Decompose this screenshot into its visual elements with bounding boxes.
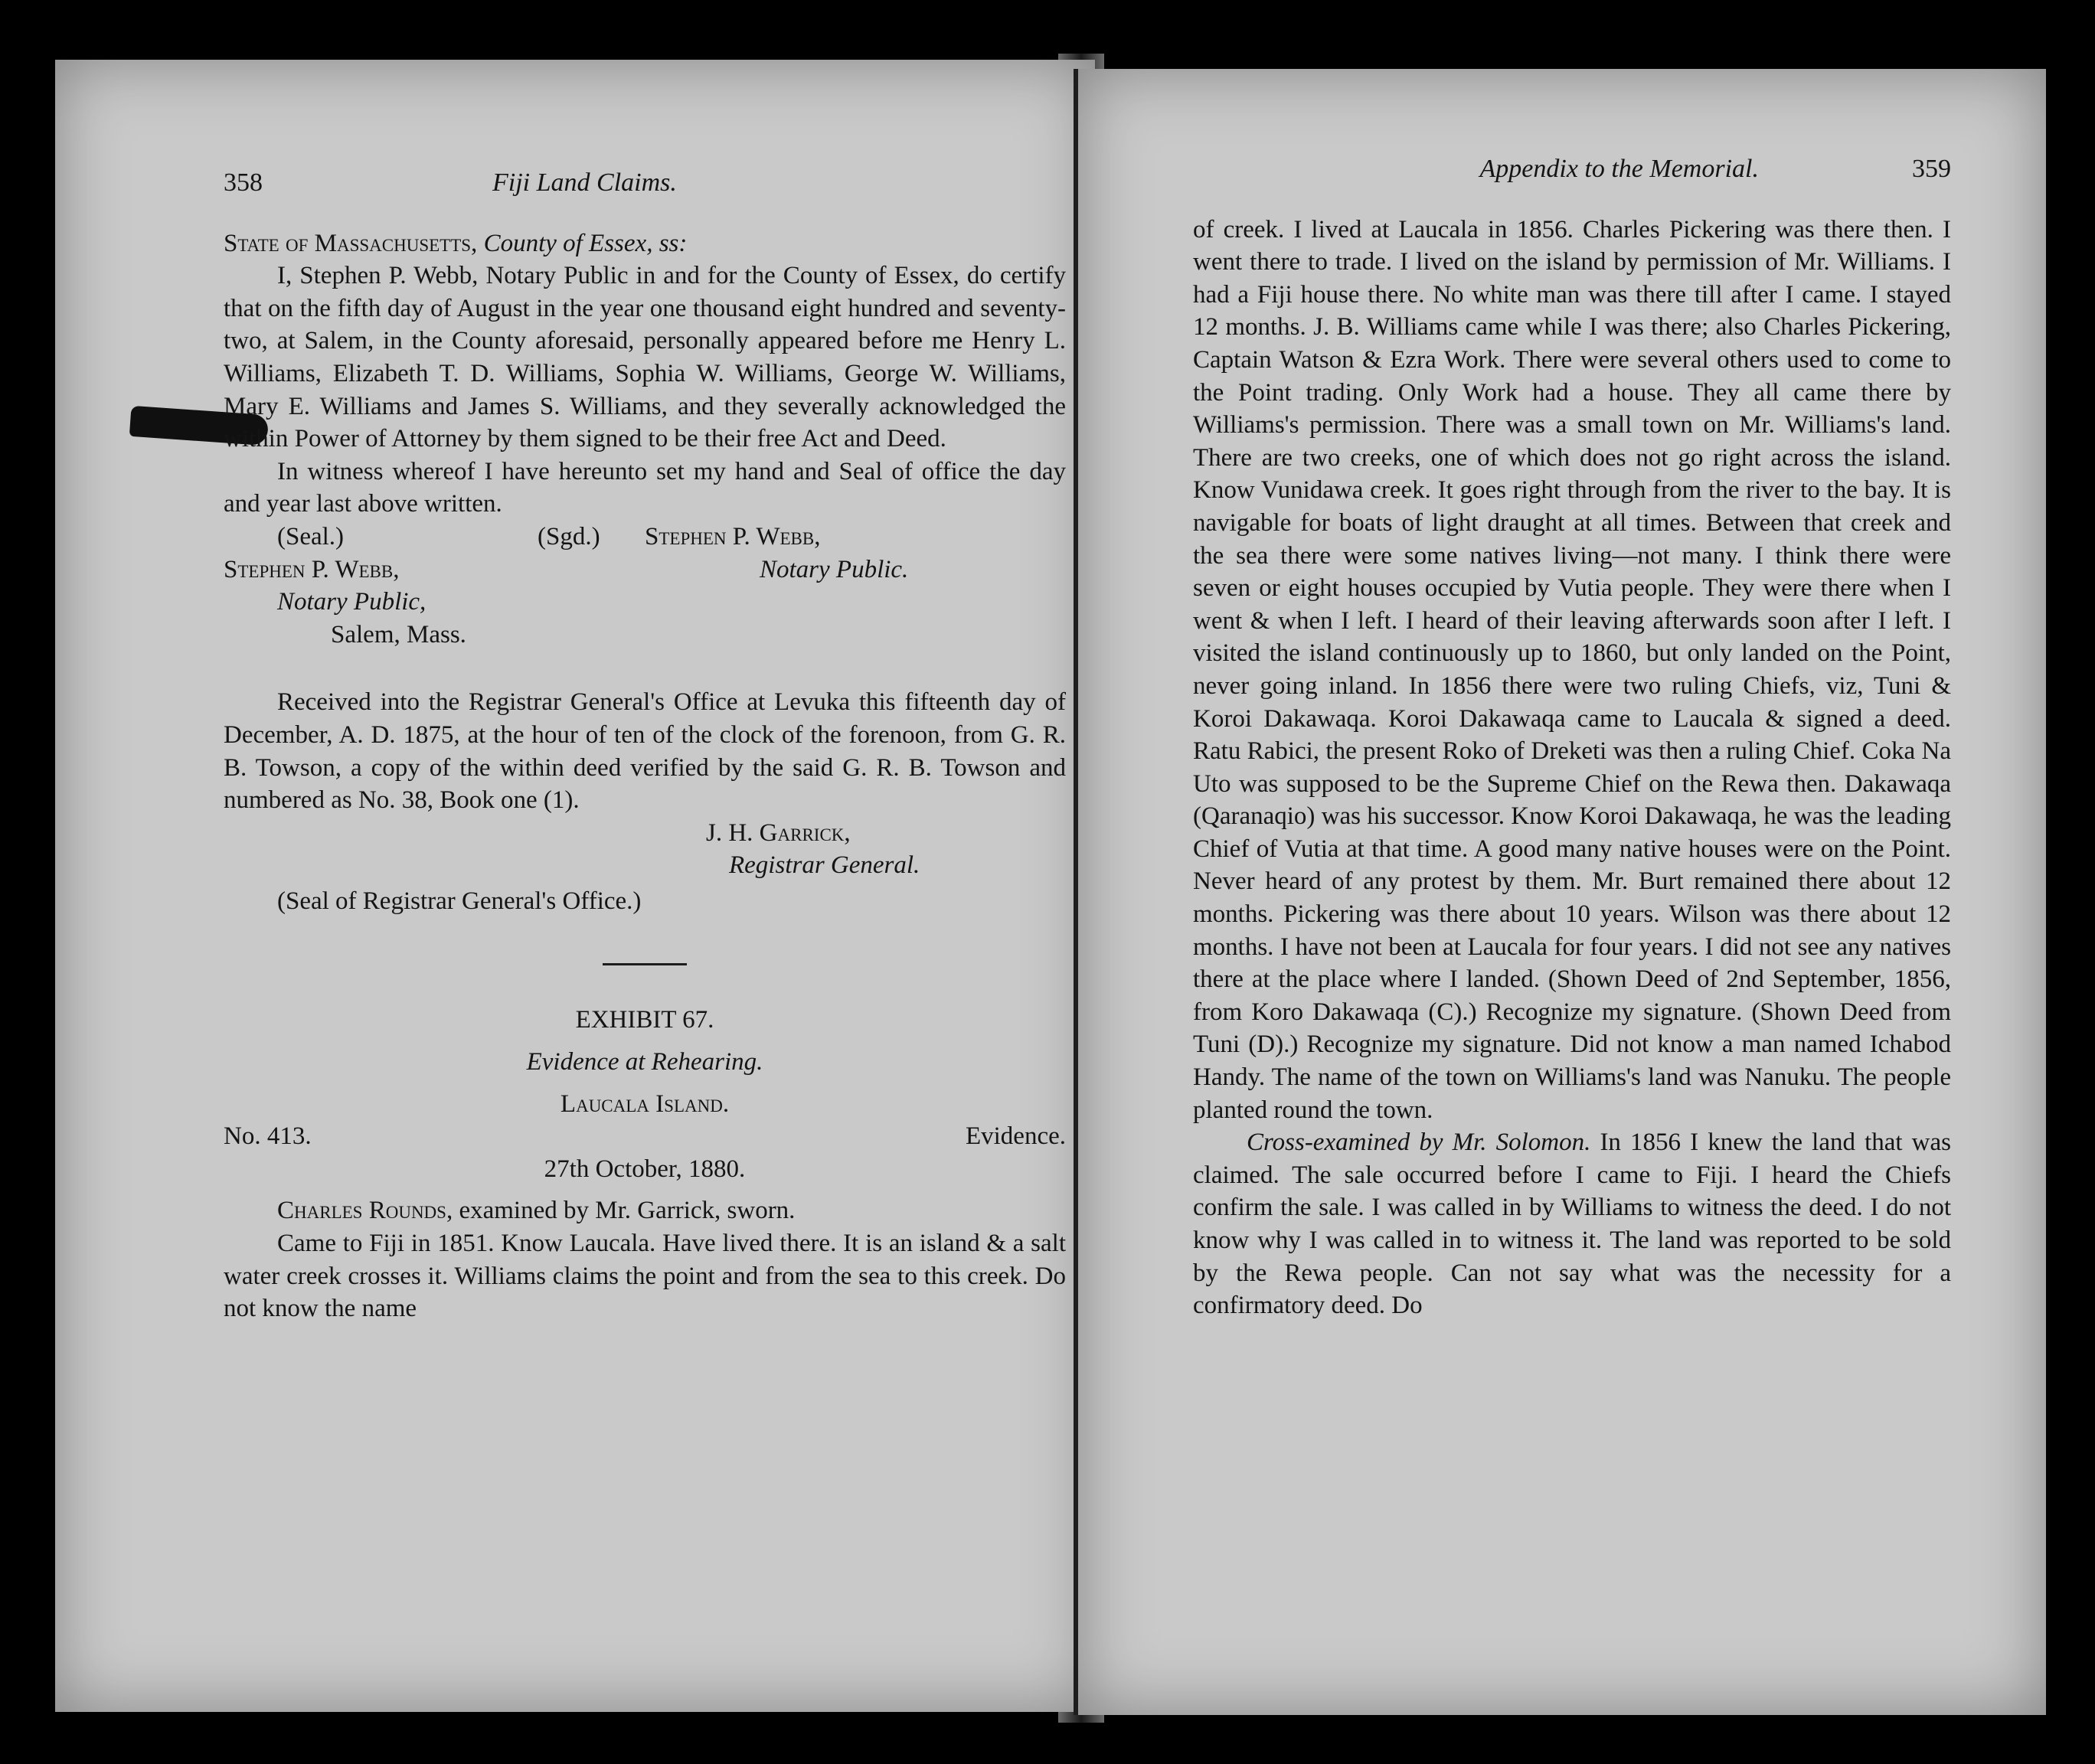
witness-paragraph: In witness whereof I have hereunto set my hand and Seal of office the day and year last above written. xyxy=(224,457,1066,518)
exhibit-title: EXHIBIT 67. xyxy=(575,1006,714,1034)
witness-name: Charles Rounds, xyxy=(277,1197,453,1225)
state-line xyxy=(224,227,1066,260)
right-running-header xyxy=(1193,153,1951,186)
seal-label: (Seal.) xyxy=(277,522,345,550)
case-number: No. 413. xyxy=(224,1122,312,1151)
signer-name: Stephen P. Webb, xyxy=(224,555,400,583)
right-running-head: Appendix to the Memorial. xyxy=(1479,155,1759,183)
certificate-paragraph: I, Stephen P. Webb, Notary Public in and for the County of Essex, do certify that on the fifth day of August in the year one thousand eight hundred and seventy-two, at Salem, in the County aforesaid, personally appeared before me Henry L. Williams, Elizabeth T. D. Williams, Sophia W. Williams, George W. Williams, Mary E. Williams and James S. Williams, and they severally acknowledged the within Power of Attorney by them signed to be their free Act and Deed. xyxy=(224,262,1066,453)
testimony-start: Came to Fiji in 1851. Know Laucala. Have lived there. It is an island & a salt water creek crosses it. Williams claims the point and from the sea to this creek. Do not know the name xyxy=(224,1230,1066,1323)
island-name: Laucala Island. xyxy=(560,1089,730,1118)
signature-row-2 xyxy=(224,554,1066,586)
signer-title: Notary Public, xyxy=(277,588,427,616)
cross-label: Cross-examined by Mr. Solomon. xyxy=(1247,1129,1591,1157)
testimony-continued: of creek. I lived at Laucala in 1856. Charles Pickering was there then. I went there to trade. I lived on the island by permission of Mr. Williams. I had a Fiji house there. No white man was there till after I came. I stayed 12 months. J. B. Williams came while I was there; also Charles Pickering, Captain Watson & Ezra Work. There were several others used to come to the Point trading. Only Work had a house. They all came there by Williams's permission. There was a small town on Mr. Williams's land. There are two creeks, one of which does not go right across the island. Know Vunidawa creek. It goes right through from the river to the bay. It is navigable for boats of light draught at all times. Between that creek and the sea there were some natives living—not many. I think there were seven or eight houses occupied by Vutia people. They were there when I went & when I left. I heard of their leaving afterwards soon after I left. I visited the island continuously up to 1860, but only landed on the Point, never going inland. In 1856 there were two ruling Chiefs, viz, Tuni & Koroi Dakawaqa. Koroi Dakawaqa came to Laucala & signed a deed. Ratu Rabici, the present Roko of Dreketi was then a ruling Chief. Coka Na Uto was supposed to be the Supreme Chief on the Rewa then. Dakawaqa (Qaranaqio) was his successor. Know Koroi Dakawaqa, he was the leading Chief of Vutia at that time. A good many native houses were on the Point. Never heard of any protest by them. Mr. Burt remained there about 12 months. Pickering was there about 10 years. Wilson was there about 12 months. I have not been at Laucala for four years. I did not see any natives there at the place where I landed. (Shown Deed of 2nd September, 1856, from Koro Dakawaqa (C).) Recognize my signature. (Shown Deed from Tuni (D).) Recognize my signature. Did not know a man named Ichabod Handy. The name of the town on Williams's land was Nanuku. The people planted round the town. xyxy=(1193,215,1951,1124)
left-column xyxy=(224,167,1066,1325)
registrar-name: J. H. Garrick, xyxy=(706,818,851,847)
case-row xyxy=(224,1120,1066,1153)
cross-examination xyxy=(1193,1126,1951,1322)
sgd-label: (Sgd.) xyxy=(538,522,600,550)
witness-intro xyxy=(224,1194,1066,1227)
signature-row xyxy=(224,521,1066,554)
cross-text: In 1856 I knew the land that was claimed. The sale occurred before I came to Fiji. I heard the Chiefs confirm the sale. I was called in by Williams to witness the deed. I do not know why I was called in to witness it. The land was reported to be sold by the Rewa people. Can not say what was the necessity for a confirmatory deed. Do xyxy=(1193,1129,1951,1320)
hearing-date: 27th October, 1880. xyxy=(544,1155,746,1183)
registrar-title: Registrar General. xyxy=(729,851,920,880)
left-page xyxy=(55,60,1095,1712)
sgd-name: Stephen P. Webb, xyxy=(645,522,821,550)
registrar-seal: (Seal of Registrar General's Office.) xyxy=(277,887,642,915)
signer-place: Salem, Mass. xyxy=(331,620,466,648)
sgd-title: Notary Public. xyxy=(760,555,909,583)
case-type: Evidence. xyxy=(965,1122,1066,1151)
left-page-number: 358 xyxy=(224,168,263,197)
left-running-header xyxy=(224,167,1066,200)
state-name: State of Massachusetts, xyxy=(224,229,478,257)
received-paragraph: Received into the Registrar General's Office at Levuka this fifteenth day of December, A. D. 1875, at the hour of ten of the clock of the forenoon, from G. R. B. Towson, a copy of the within deed verified by the said G. R. B. Towson and numbered as No. 38, Book one (1). xyxy=(224,688,1066,815)
right-page-number: 359 xyxy=(1912,155,1951,183)
witness-intro-text: examined by Mr. Garrick, sworn. xyxy=(459,1197,796,1225)
county-name: County of Essex, ss: xyxy=(483,229,688,257)
exhibit-subtitle: Evidence at Rehearing. xyxy=(526,1048,763,1076)
right-column xyxy=(1193,153,1951,1322)
section-divider xyxy=(603,963,687,965)
left-running-head: Fiji Land Claims. xyxy=(492,168,677,197)
right-page xyxy=(1074,69,2046,1715)
